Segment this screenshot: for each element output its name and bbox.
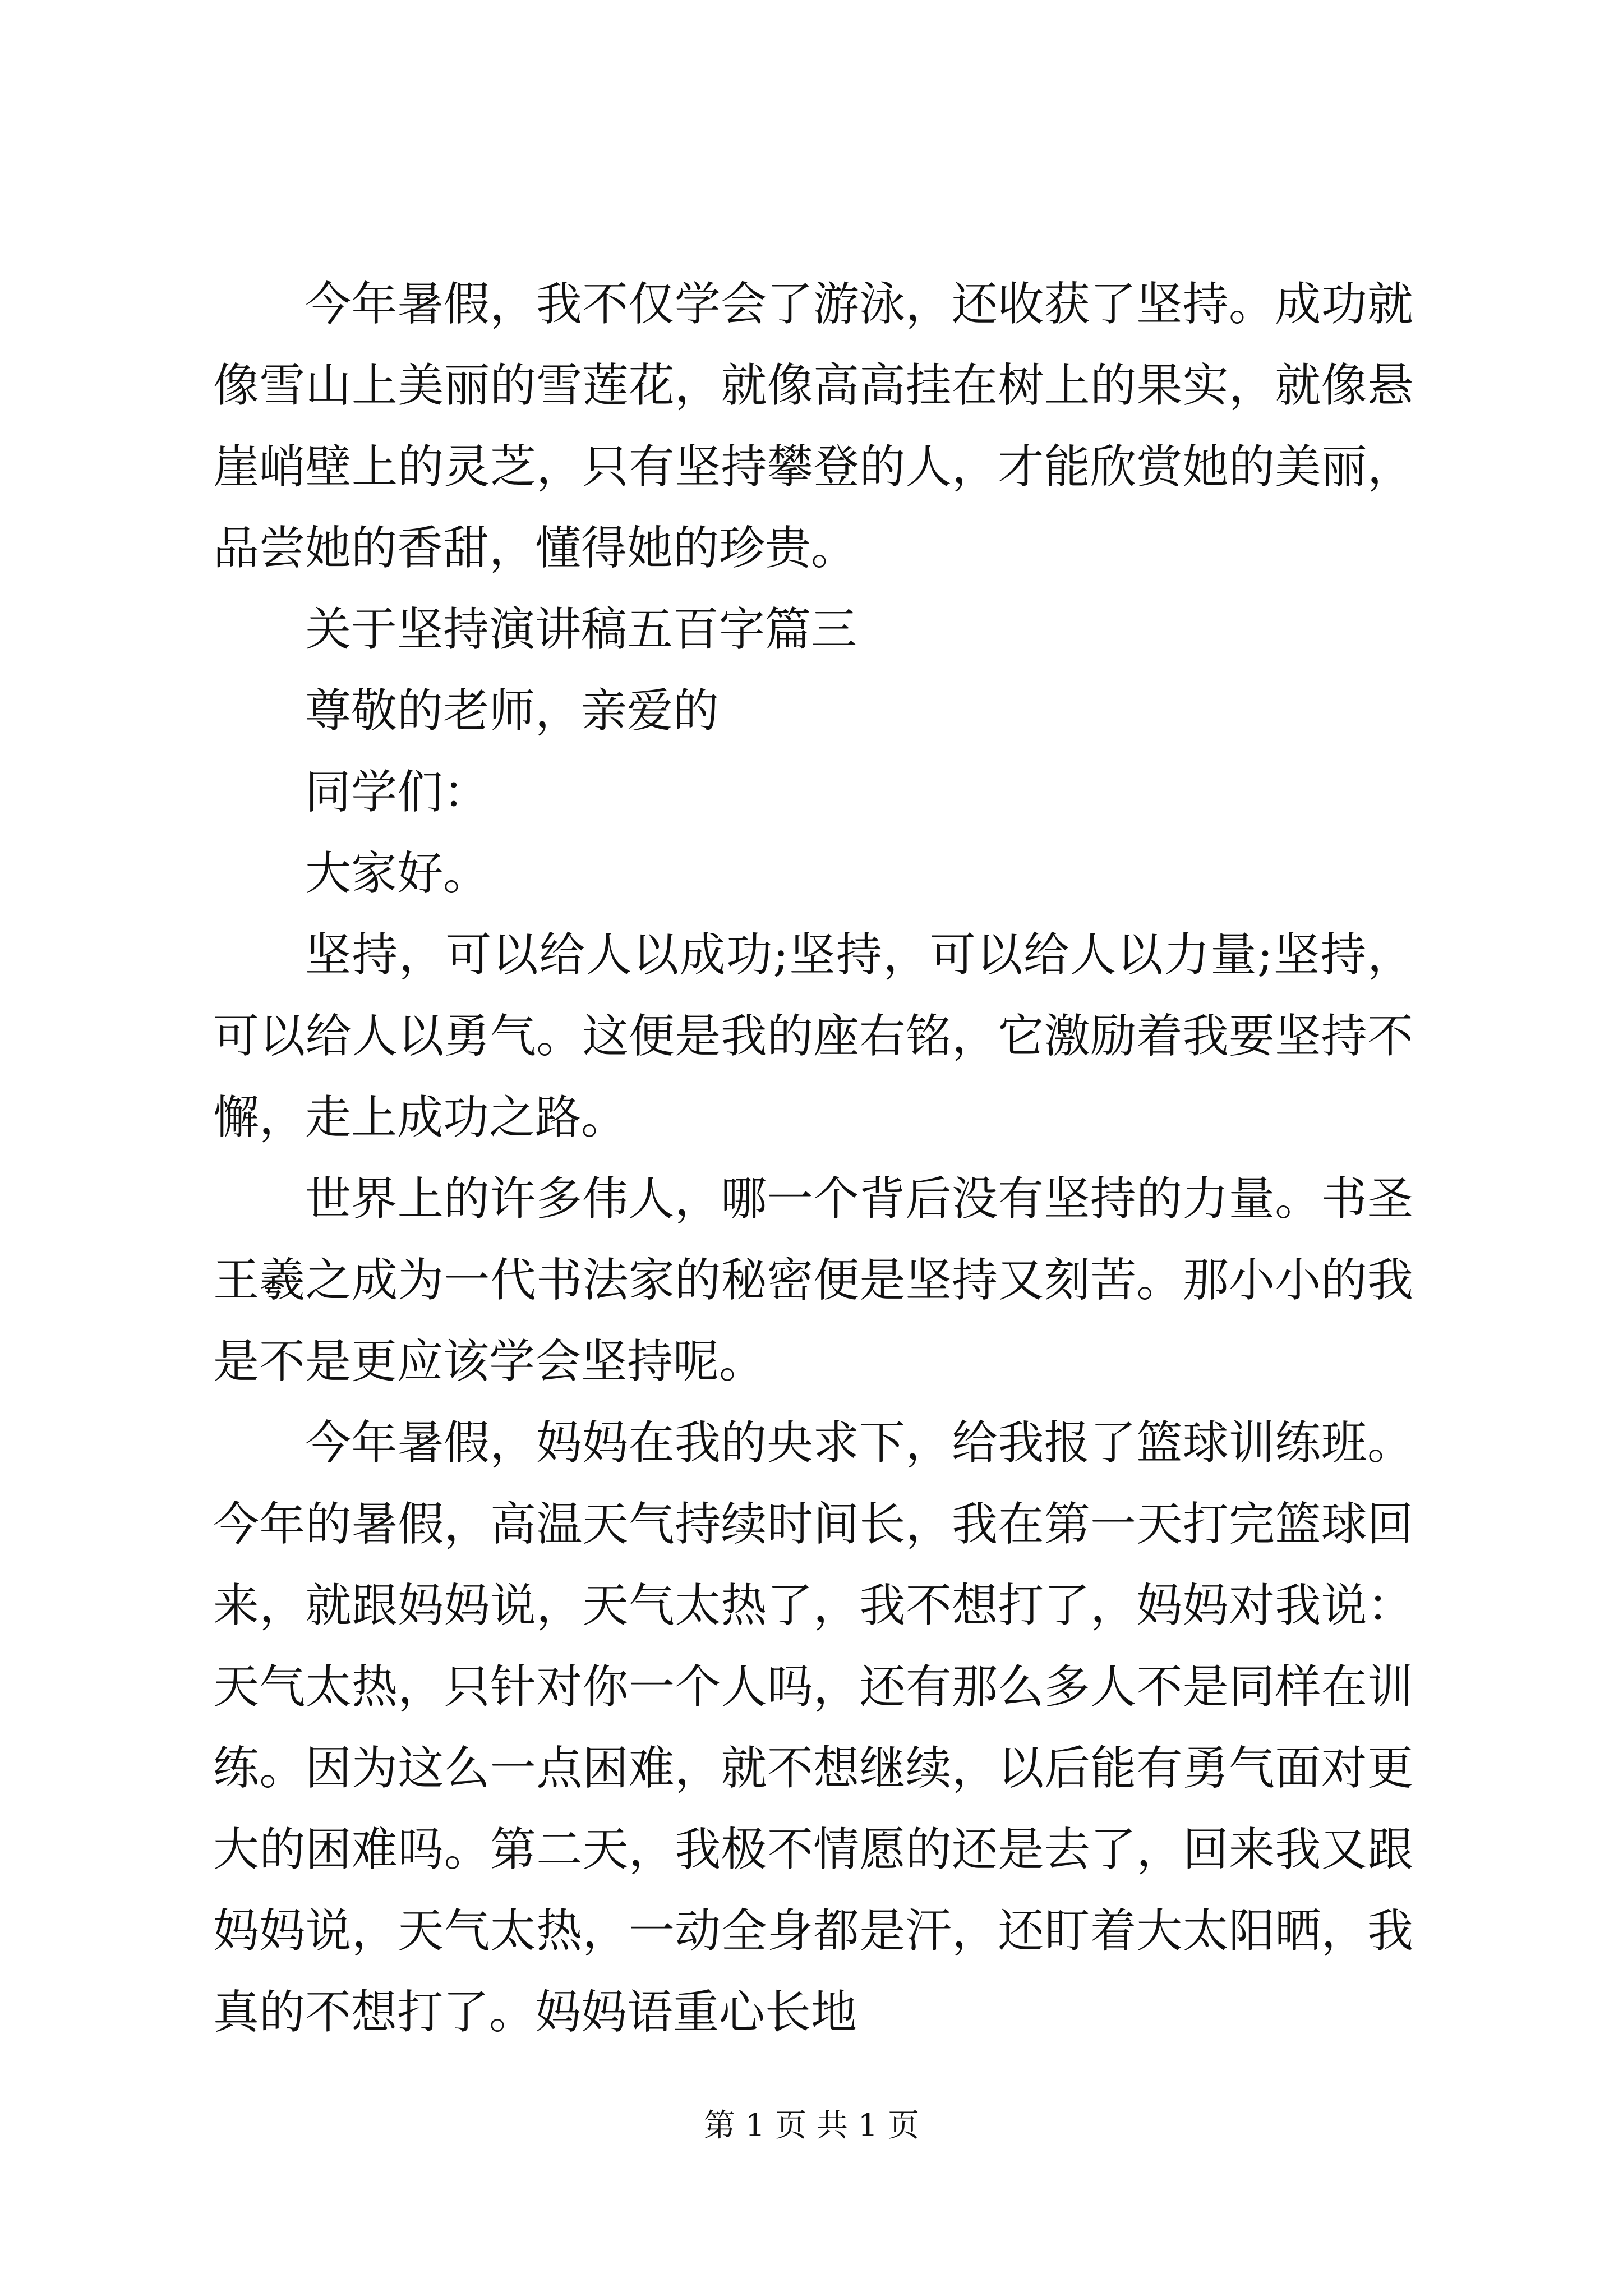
salutation-line-2: 同学们： <box>305 766 490 819</box>
paragraph-great-people: 世界上的许多伟人，哪一个背后没有坚持的力量。书圣王羲之成为一代书法家的秘密便是坚持又刻苦。那小小的我是不是更应该学会坚持呢。 <box>213 1172 1413 1388</box>
salutation-line-1: 尊敬的老师，亲爱的 <box>305 684 720 738</box>
page-footer: 第 1 页 共 1 页 <box>703 2108 920 2144</box>
greeting: 大家好。 <box>305 847 490 900</box>
paragraph-intro: 今年暑假，我不仅学会了游泳，还收获了坚持。成功就像雪山上美丽的雪莲花，就像高高挂在树上的果实，就像悬崖峭壁上的灵芝，只有坚持攀登的人，才能欣赏她的美丽，品尝她的香甜，懂得她的珍贵。 <box>213 278 1413 575</box>
section-heading: 关于坚持演讲稿五百字篇三 <box>305 603 857 656</box>
document-body <box>213 264 1413 2053</box>
paragraph-basketball: 今年暑假，妈妈在我的央求下，给我报了篮球训练班。今年的暑假，高温天气持续时间长，我在第一天打完篮球回来，就跟妈妈说，天气太热了，我不想打了，妈妈对我说：天气太热，只针对你一个人吗，还有那么多人不是同样在训练。因为这么一点困难，就不想继续，以后能有勇气面对更大的困难吗。第二天，我极不情愿的还是去了，回来我又跟妈妈说，天气太热，一动全身都是汗，还盯着大太阳晒，我真的不想打了。妈妈语重心长地 <box>213 1416 1413 2039</box>
paragraph-motto: 坚持，可以给人以成功;坚持，可以给人以力量;坚持，可以给人以勇气。这便是我的座右铭，它激励着我要坚持不懈，走上成功之路。 <box>213 928 1413 1144</box>
